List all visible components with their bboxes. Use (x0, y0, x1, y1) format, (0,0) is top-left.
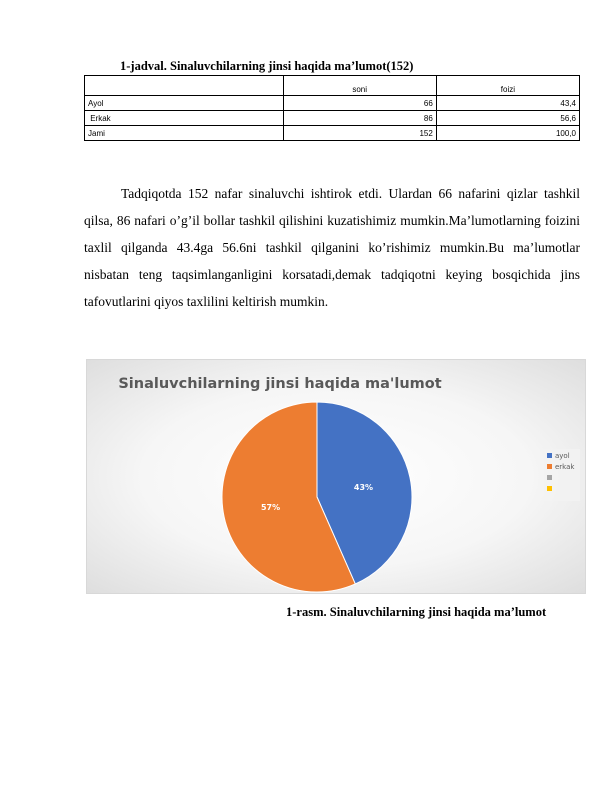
legend-swatch (547, 453, 552, 458)
table-cell: 56,6 (436, 111, 579, 126)
header-cell: soni (283, 76, 436, 96)
table-row (85, 126, 580, 141)
table-cell: 43,4 (436, 96, 579, 111)
body-paragraph: Tadqiqotda 152 nafar sinaluvchi ishtirok etdi. Ulardan 66 nafarini qizlar tashkil qilsa, 86 nafari o’g’il bollar tashkil qilishini kuzatishimiz mumkin.Ma’lumotlarning foizini taxlil qilganda 43.4ga 56.6ni tashkil qilganini ko’rishimiz mumkin.Bu ma’lumotlar nisbatan teng taqsimlanganligini korsatadi,demak tadqiqotni keying bosqichida jins tafovutlarini qiyos taxlilini keltirish mumkin. (84, 186, 580, 309)
legend-label: ayol (555, 452, 570, 460)
table-cell: 152 (283, 126, 436, 141)
table-cell: 100,0 (436, 126, 579, 141)
pie-chart (86, 359, 586, 594)
figure-caption: 1-rasm. Sinaluvchilarning jinsi haqida ma’lumot (286, 605, 547, 619)
header-cell (85, 76, 284, 96)
gender-table (84, 75, 580, 141)
table-cell: Erkak (85, 111, 284, 126)
legend-swatch (547, 486, 552, 491)
table-cell: 66 (283, 96, 436, 111)
header-cell: foizi (436, 76, 579, 96)
table-cell: 86 (283, 111, 436, 126)
chart-legend (544, 449, 580, 501)
legend-label: erkak (555, 463, 575, 471)
pie-chart-svg (87, 360, 587, 595)
table-cell: Jami (85, 126, 284, 141)
table-cell: Ayol (85, 96, 284, 111)
legend-swatch (547, 464, 552, 469)
legend-swatch (547, 475, 552, 480)
table-caption: 1-jadval. Sinaluvchilarning jinsi haqida ma’lumot(152) (120, 59, 414, 73)
table-row (85, 96, 580, 111)
pie-data-label: 43% (353, 483, 374, 493)
pie-slices (222, 402, 412, 592)
chart-title: Sinaluvchilarning jinsi haqida ma'lumot (118, 376, 442, 392)
table-row (85, 111, 580, 126)
table-header-row (85, 76, 580, 96)
pie-data-label: 57% (260, 502, 281, 512)
